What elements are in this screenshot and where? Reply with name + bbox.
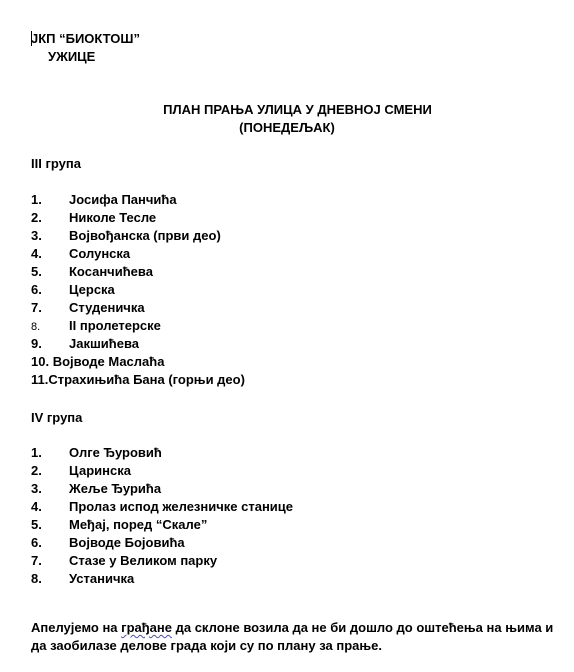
spellcheck-word[interactable]: грађане: [121, 620, 172, 635]
list-item: 9. Јакшићева: [31, 336, 140, 351]
group-4-list: [31, 444, 293, 588]
list-item: 1. Јосифа Панчића: [31, 192, 177, 207]
appeal-paragraph: Апелујемо на грађане да склоне возила да не би дошло до оштећења на њима и да заобилазе делове града који су по плану за прање.: [31, 620, 554, 653]
list-item: 10. Војводе Маслаћа: [31, 354, 165, 369]
document-title: [0, 101, 574, 137]
title-line-1: ПЛАН ПРАЊА УЛИЦА У ДНЕВНОЈ СМЕНИ: [163, 102, 432, 117]
list-item: 7. Стазе у Великом парку: [31, 553, 218, 568]
list-item: 8. Устаничка: [31, 571, 135, 586]
organization-header: [31, 30, 140, 66]
group-3-list: [31, 191, 245, 389]
list-item: 3. Војвођанска (први део): [31, 228, 221, 243]
list-item: 7. Студеничка: [31, 300, 145, 315]
list-item: 2. Царинска: [31, 463, 131, 478]
list-item: 5. Међај, поред “Скале”: [31, 517, 208, 532]
list-item: 2. Николе Тесле: [31, 210, 157, 225]
title-line-2: (ПОНЕДЕЉАК): [239, 120, 335, 135]
group-3-heading: III група: [31, 156, 81, 171]
organization-city: УЖИЦЕ: [48, 49, 96, 64]
list-item: 4. Пролаз испод железничке станице: [31, 499, 294, 514]
list-item: 6. Церска: [31, 282, 115, 297]
list-item: 5. Косанчићева: [31, 264, 153, 279]
list-item: 6. Војводе Бојовића: [31, 535, 185, 550]
list-item: 4. Солунска: [31, 246, 131, 261]
group-4-heading: IV група: [31, 410, 83, 425]
list-item: 1. Олге Ђуровић: [31, 445, 162, 460]
list-item: 11.Страхињића Бана (горњи део): [31, 372, 245, 387]
list-item: 3. Жеље Ђурића: [31, 481, 162, 496]
list-item: 8. II пролетерске: [31, 318, 161, 333]
organization-name: ЈКП “БИОКТОШ”: [31, 31, 140, 46]
